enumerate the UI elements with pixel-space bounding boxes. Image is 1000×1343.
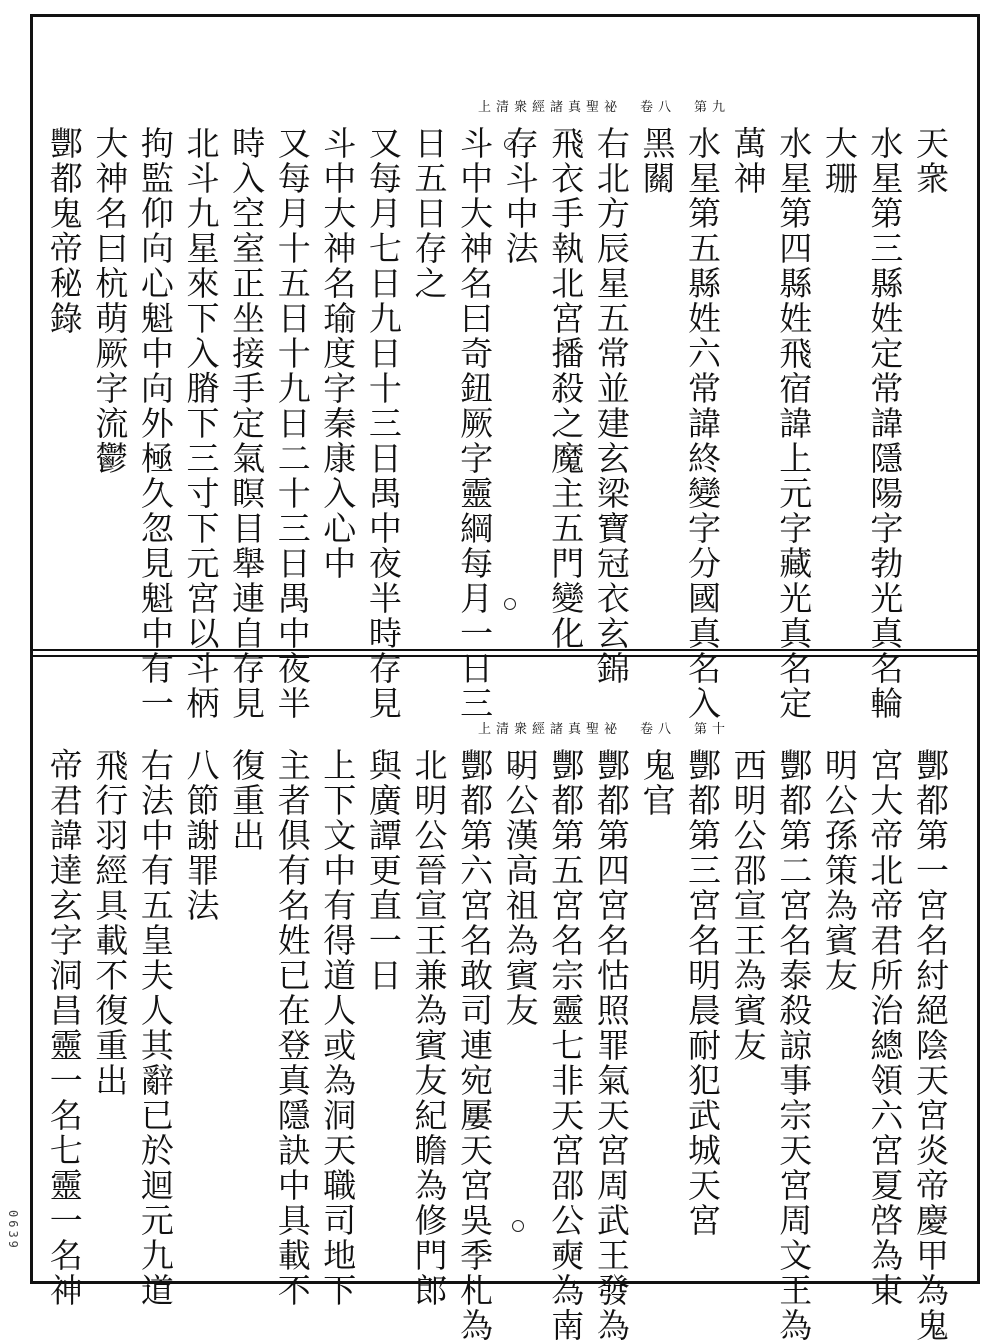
text-column: 時入空室正坐接手定氣瞑目舉連自存見 (227, 126, 267, 721)
text-column: 帝君諱達玄字洞昌靈一名七靈一名神 (44, 748, 84, 1308)
text-column: 水星第四縣姓飛宿諱上元字藏光真名定 (774, 126, 814, 721)
text-column: 酆都鬼帝秘錄 (44, 126, 84, 336)
text-column: 存斗中法 (500, 126, 540, 266)
text-column: 又每月七日九日十三日禺中夜半時存見 (363, 126, 403, 721)
running-header: 上清衆經諸真聖祕 卷八 第十 (477, 722, 730, 737)
text-column: 水星第三縣姓定常諱隱陽字勃光真名輪 (865, 126, 905, 721)
text-column: 北明公晉宣王兼為賓友紀瞻為修門郎 (409, 748, 449, 1308)
text-column: 斗中大神名曰奇鈕厥字靈綱每月一日三 (455, 126, 495, 721)
text-column: 與廣譚更直一日 (363, 748, 403, 993)
text-column: 酆都第六宮名敢司連宛屢天宮吳季札為 (455, 748, 495, 1343)
ring-mark (504, 138, 516, 150)
text-column: 酆都第三宮名明晨耐犯武城天宮 (683, 748, 723, 1238)
text-column: 明公孫策為賓友 (819, 748, 859, 993)
text-column: 北斗九星來下入膌下三寸下元宮以斗柄 (181, 126, 221, 721)
text-column: 飛行羽經具載不復重出 (90, 748, 130, 1098)
text-column: 又每月十五日十九日二十三日禺中夜半 (272, 126, 312, 721)
text-column: 右北方辰星五常並建玄梁寶冠衣玄錦 (591, 126, 631, 686)
text-column: 酆都第一宮名紂絕陰天宮炎帝慶甲為鬼 (911, 748, 950, 1343)
text-column: 西明公邵宣王為賓友 (728, 748, 768, 1063)
text-column: 主者俱有名姓已在登真隱訣中具載不 (272, 748, 312, 1308)
text-column: 酆都第五宮名宗靈七非天宮邵公奭為南 (546, 748, 586, 1343)
text-column: 大神名曰杭萌厥字流鬱 (90, 126, 130, 476)
top-page (34, 18, 976, 721)
text-columns (38, 748, 950, 1343)
ring-mark (512, 764, 524, 776)
text-column: 復重出 (227, 748, 267, 853)
text-column: 斗中大神名瑜度字秦康入心中 (318, 126, 358, 581)
page-number: 0639 (6, 1210, 20, 1251)
text-column: 八節謝罪法 (181, 748, 221, 923)
bottom-page (34, 660, 976, 1343)
text-column: 酆都第四宮名怙照罪氣天宮周武王發為 (591, 748, 631, 1343)
text-column: 日五日存之 (409, 126, 449, 301)
ring-mark (512, 1220, 524, 1232)
text-column: 天衆 (911, 126, 950, 196)
text-column: 萬神 (728, 126, 768, 196)
text-column: 右法中有五皇夫人其辭已於迴元九道 (135, 748, 175, 1308)
text-column: 明公漢高祖為賓友 (500, 748, 540, 1028)
ring-mark (504, 598, 516, 610)
text-columns (38, 126, 950, 721)
text-column: 大珊 (819, 126, 859, 196)
text-column: 拘監仰向心魁中向外極久忽見魁中有一 (135, 126, 175, 721)
running-header: 上清衆經諸真聖祕 卷八 第九 (477, 100, 730, 115)
text-column: 上下文中有得道人或為洞天職司地下 (318, 748, 358, 1308)
text-column: 酆都第二宮名泰殺諒事宗天宮周文王為 (774, 748, 814, 1343)
text-column: 宮大帝北帝君所治總領六宮夏啓為東 (865, 748, 905, 1308)
page-divider (32, 649, 978, 657)
text-column: 黑關 (637, 126, 677, 196)
text-column: 水星第五縣姓六常諱終變字分國真名入 (683, 126, 723, 721)
text-column: 飛衣手執北宮播殺之魔主五門變化 (546, 126, 586, 651)
text-column: 鬼官 (637, 748, 677, 818)
